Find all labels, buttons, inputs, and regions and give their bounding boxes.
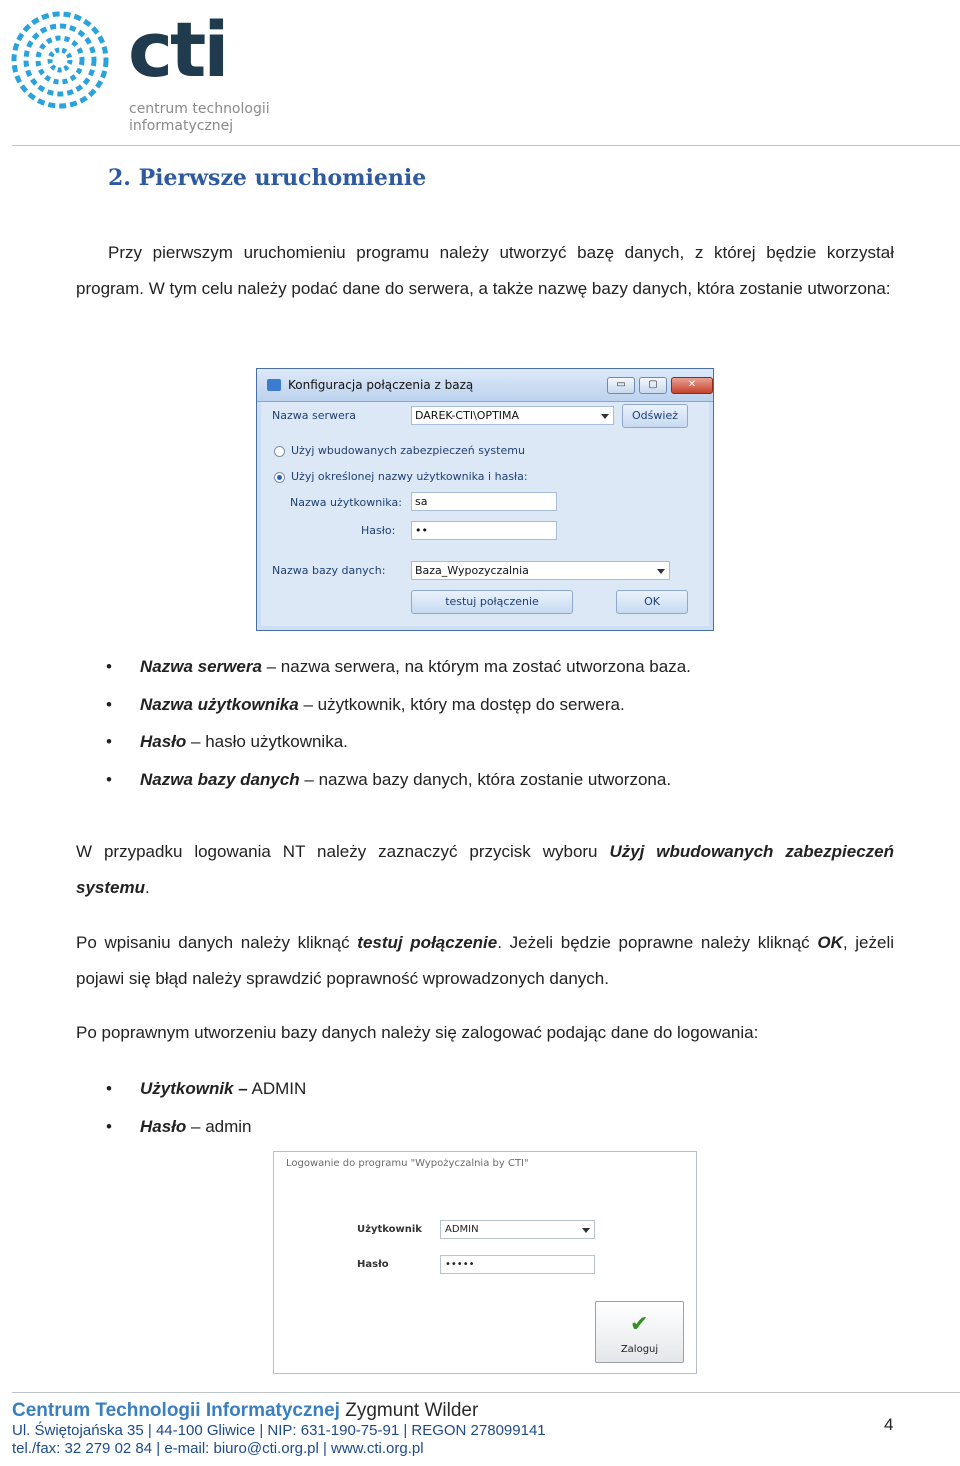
section-title: 2. Pierwsze uruchomienie [108, 165, 427, 191]
ok-button[interactable]: OK [616, 590, 688, 614]
footer-contact: tel./fax: 32 279 02 84 | e-mail: biuro@cti.org.pl | www.cti.org.pl [12, 1440, 424, 1457]
server-label: Nazwa serwera [272, 409, 357, 422]
password-input[interactable]: ••••• [440, 1255, 595, 1274]
dialog-titlebar [257, 369, 713, 402]
footer-company: Centrum Technologii Informatycznej Zygmunt Wilder [12, 1400, 479, 1421]
radio-user-label: Użyj określonej nazwy użytkownika i hasła: [291, 470, 528, 483]
login-paragraph: Po poprawnym utworzeniu bazy danych należy się zalogować podając dane do logowania: [76, 1023, 759, 1042]
username-label: Nazwa użytkownika: [290, 496, 402, 509]
footer-divider [12, 1392, 960, 1393]
user-select[interactable]: ADMIN [440, 1220, 595, 1239]
login-dialog [273, 1151, 697, 1374]
database-icon [267, 379, 281, 391]
close-button[interactable]: ✕ [671, 377, 713, 394]
dialog-title: Konfiguracja połączenia z bazą [288, 378, 474, 392]
minimize-button[interactable]: ▭ [607, 377, 635, 394]
login-button-label: Zaloguj [620, 1344, 659, 1355]
login-button[interactable] [595, 1301, 684, 1363]
checkmark-icon: ✔ [630, 1312, 649, 1337]
dialog-body [261, 402, 709, 626]
test-connection-button[interactable]: testuj połączenie [411, 590, 573, 614]
database-name-select[interactable]: Baza_Wypozyczalnia [411, 561, 670, 580]
chevron-down-icon [601, 414, 609, 419]
password-label: Hasło: [361, 524, 396, 537]
password-label: Hasło [357, 1259, 389, 1270]
nt-login-paragraph: W przypadku logowania NT należy zaznaczyć przycisk wyboru Użyj wbudowanych zabezpieczeń systemu. [76, 842, 894, 897]
username-input[interactable]: sa [411, 492, 557, 511]
password-input[interactable]: •• [411, 521, 557, 540]
radio-user-credentials[interactable] [274, 472, 285, 483]
refresh-button[interactable]: Odśwież [622, 404, 688, 428]
cti-logo-mark-icon [8, 8, 112, 112]
logo-subtitle: centrum technologii informatycznej [129, 101, 270, 134]
maximize-button[interactable]: ▢ [639, 377, 667, 394]
list-item: • Użytkownik – ADMIN [112, 1078, 278, 1100]
list-item: • Nazwa serwera – nazwa serwera, na którym ma zostać utworzona baza. [112, 656, 663, 678]
list-item: • Hasło – hasło użytkownika. [112, 731, 320, 753]
list-item: • Nazwa bazy danych – nazwa bazy danych, która zostanie utworzona. [112, 769, 643, 791]
radio-builtin-label: Użyj wbudowanych zabezpieczeń systemu [291, 444, 525, 457]
radio-builtin-security[interactable] [274, 446, 285, 457]
header-divider [12, 145, 960, 146]
logo-wordmark: cti [128, 5, 227, 94]
chevron-down-icon [657, 569, 665, 574]
page-number: 4 [884, 1415, 894, 1434]
connection-config-dialog [256, 368, 714, 631]
intro-paragraph: Przy pierwszym uruchomieniu programu należy utworzyć bazę danych, z której będzie korzystał program. W tym celu należy podać dane do serwera, a także nazwę bazy danych, która zostanie utworzona: [76, 243, 894, 298]
footer-address: Ul. Świętojańska 35 | 44-100 Gliwice | NIP: 631-190-75-91 | REGON 278099141 [12, 1422, 546, 1439]
user-label: Użytkownik [357, 1224, 422, 1235]
login-dialog-title: Logowanie do programu "Wypożyczalnia by CTI" [286, 1158, 529, 1169]
chevron-down-icon [582, 1228, 590, 1233]
list-item: • Hasło – admin [112, 1116, 224, 1138]
database-name-label: Nazwa bazy danych: [272, 564, 386, 577]
list-item: • Nazwa użytkownika – użytkownik, który ma dostęp do serwera. [112, 694, 597, 716]
test-connection-paragraph: Po wpisaniu danych należy kliknąć testuj połączenie. Jeżeli będzie poprawne należy kliknąć OK, jeżeli pojawi się błąd należy sprawdzić poprawność wprowadzonych danych. [76, 933, 895, 988]
server-select[interactable]: DAREK-CTI\OPTIMA [411, 406, 614, 425]
